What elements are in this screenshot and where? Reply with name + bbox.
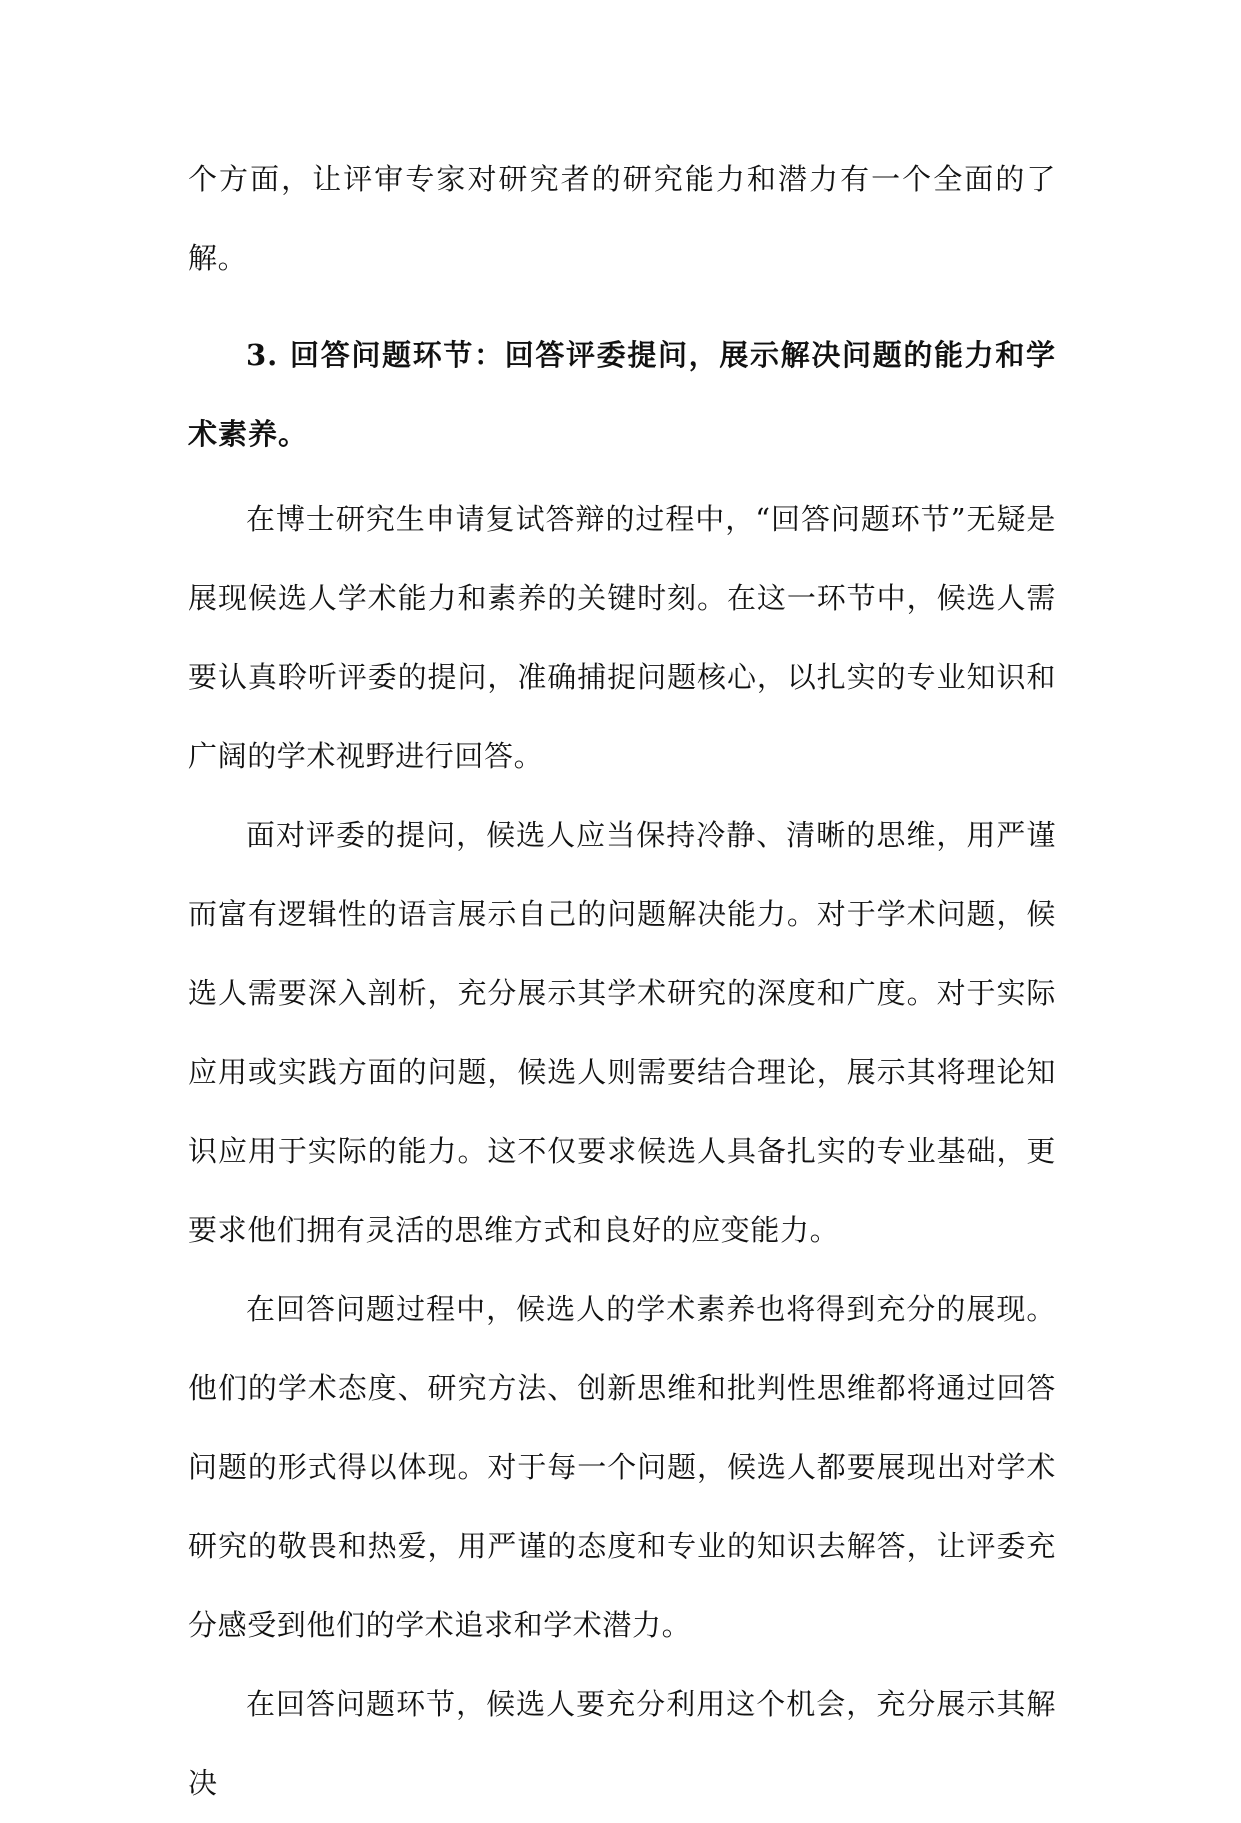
paragraph: 面对评委的提问，候选人应当保持冷静、清晰的思维，用严谨而富有逻辑性的语言展示自己的问题解决能力。对于学术问题，候选人需要深入剖析，充分展示其学术研究的深度和广度。对于实际应用或实践方面的问题，候选人则需要结合理论，展示其将理论知识应用于实际的能力。这不仅要求候选人具备扎实的专业基础，更要求他们拥有灵活的思维方式和良好的应变能力。 xyxy=(188,818,1056,1247)
paragraph: 在回答问题环节，候选人要充分利用这个机会，充分展示其解决 xyxy=(188,1687,1056,1800)
paragraph-continuation: 个方面，让评审专家对研究者的研究能力和潜力有一个全面的了解。 xyxy=(188,162,1056,275)
section-heading: 3. 回答问题环节：回答评委提问，展示解决问题的能力和学术素养。 xyxy=(188,338,1056,451)
document-body xyxy=(188,140,1056,1823)
paragraph: 在博士研究生申请复试答辩的过程中，“回答问题环节”无疑是展现候选人学术能力和素养的关键时刻。在这一环节中，候选人需要认真聆听评委的提问，准确捕捉问题核心，以扎实的专业知识和广阔的学术视野进行回答。 xyxy=(188,502,1056,773)
paragraph: 在回答问题过程中，候选人的学术素养也将得到充分的展现。他们的学术态度、研究方法、创新思维和批判性思维都将通过回答问题的形式得以体现。对于每一个问题，候选人都要展现出对学术研究的敬畏和热爱，用严谨的态度和专业的知识去解答，让评委充分感受到他们的学术追求和学术潜力。 xyxy=(188,1292,1056,1642)
